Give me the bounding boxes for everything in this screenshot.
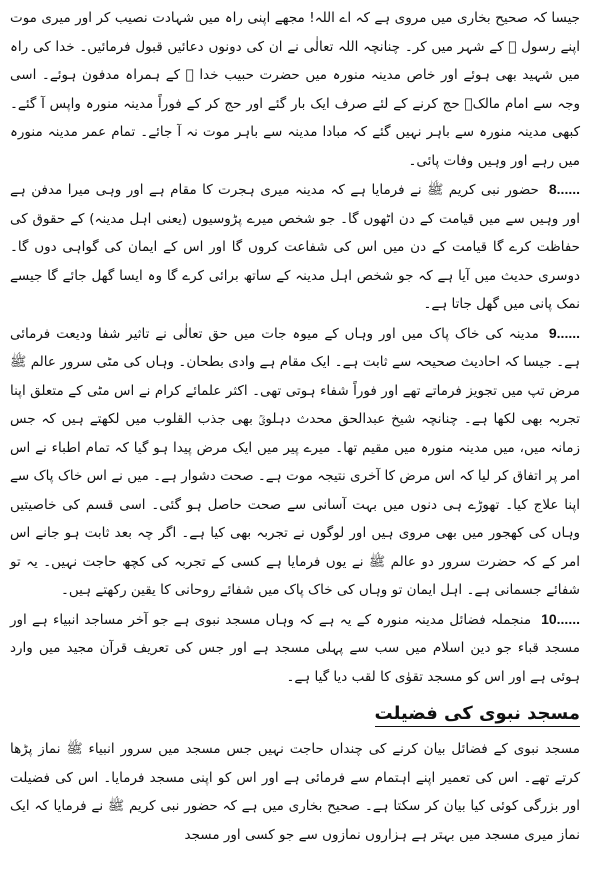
paragraph-text: حضور نبی کریم ﷺ نے فرمایا ہے کہ مدینہ میری ہجرت کا مقام ہے اور وہی میرا مدفن ہے اور وہیں سے میں قیامت کے دن اٹھوں گا۔ جو شخص میرے پڑوسیوں (یعنی اہل مدینہ) کے حقوق کی حفاظت کرے گا قیامت کے دن میں اس کی شفاعت کروں گا اور اس کے ایمان کی گواہی دوں گا۔ دوسری حدیث میں آیا ہے کہ جو شخص اہل مدینہ کے ساتھ برائی کرے گا وہ ایسا گھل جائے گا جیسے نمک پانی میں گھل جاتا ہے۔ — [10, 182, 580, 312]
section-heading — [10, 697, 580, 731]
paragraph-text: منجملہ فضائل مدینہ منورہ کے یہ ہے کہ وہاں مسجد نبوی ہے جو آخر مساجد انبیاء ہے اور مسجد قباء جو دین اسلام میں سب سے پہلی مسجد ہے اور جس کی تعریف قرآن مجید میں وارد ہوئی ہے اور اس کو مسجد تقوٰی کا لقب دیا گیا ہے۔ — [10, 611, 580, 685]
paragraph-number: 10...... — [541, 610, 580, 627]
paragraph-10 — [10, 605, 580, 692]
paragraph-text: مدینہ کی خاک پاک میں اور وہاں کے میوہ جات میں حق تعالٰی نے تاثیر شفا ودیعت فرمائی ہے۔ جیسا کہ احادیث صحیحہ سے ثابت ہے۔ ایک مقام ہے وادی بطحان۔ وہاں کی مٹی سرور عالم ﷺ مرض تپ میں تجویز فرماتے تھے اور فوراً شفاء ہوتی تھی۔ اکثر علمائے کرام نے اس مٹی کے متعلق اپنا تجربہ بھی لکھا ہے۔ چنانچہ شیخ عبدالحق محدث دہلویؒ بھی جذب القلوب میں لکھتے ہیں کہ جس زمانہ میں، میں مدینہ منورہ میں مقیم تھا۔ میرے پیر میں ایک مرض پیدا ہو گیا کہ تمام اطباء نے اس امر پر اتفاق کر لیا کہ اس مرض کا آخری نتیجہ موت ہے۔ صحت دشوار ہے۔ میں نے اس خاک پاک سے اپنا علاج کیا۔ تھوڑے ہی دنوں میں بہت آسانی سے صحت حاصل ہو گئی۔ اسی قسم کی خاصیتیں وہاں کی کھجور میں بھی مروی ہیں اور لوگوں نے تجربہ بھی کیا ہے۔ اگر چہ بعد ثابت ہو جانے اس امر کے کہ حضرت سرور دو عالم ﷺ نے یوں فرمایا ہے کسی کے تجربہ کی کچھ حاجت نہیں۔ یہ تو شفائے جسمانی ہے۔ اہل ایمان تو وہاں کی خاک پاک میں شفائے روحانی کا یقین رکھتے ہیں۔ — [10, 325, 580, 598]
paragraph-intro — [10, 4, 580, 175]
paragraph-number: 9...... — [548, 324, 580, 341]
section-paragraph — [10, 735, 580, 849]
section-heading-text: مسجد نبوی کی فضیلت — [375, 703, 580, 727]
paragraph-text: مسجد نبوی کے فضائل بیان کرنے کی چنداں حاجت نہیں جس مسجد میں سرور انبیاء ﷺ نماز پڑھا کرتے تھے۔ اس کی تعمیر اپنے اہتمام سے فرمائی ہے اور اس کو اپنی مسجد فرمایا۔ اس کی فضیلت اور بزرگی کوئی کیا بیان کر سکتا ہے۔ صحیح بخاری میں ہے کہ حضور نبی کریم ﷺ نے فرمایا کہ ایک نماز میری مسجد میں بہتر ہے ہزاروں نمازوں سے جو کسی اور مسجد — [10, 741, 580, 843]
paragraph-9 — [10, 319, 580, 605]
paragraph-number: 8...... — [548, 181, 580, 197]
paragraph-8 — [10, 175, 580, 319]
paragraph-text: جیسا کہ صحیح بخاری میں مروی ہے کہ اے اللہ! مجھے اپنی راہ میں شہادت نصیب کر اور میری موت اپنے رسول ﷺ کے شہر میں کر۔ چنانچہ اللہ تعالٰی نے ان کی دونوں دعائیں قبول فرمائیں۔ خدا کی راہ میں شہید بھی ہوئے اور خاص مدینہ منورہ میں حضرت حبیب خدا ﷺ کے ہمراہ مدفون ہوئے۔ اسی وجہ سے امام مالکؒ حج کرنے کے لئے صرف ایک بار گئے اور حج کر کے فوراً مدینہ منورہ واپس آ گئے۔ کبھی مدینہ منورہ سے باہر نہیں گئے کہ مبادا مدینہ سے باہر موت نہ آ جائے۔ تمام عمر مدینہ منورہ میں رہے اور وہیں وفات پائی۔ — [10, 10, 580, 169]
